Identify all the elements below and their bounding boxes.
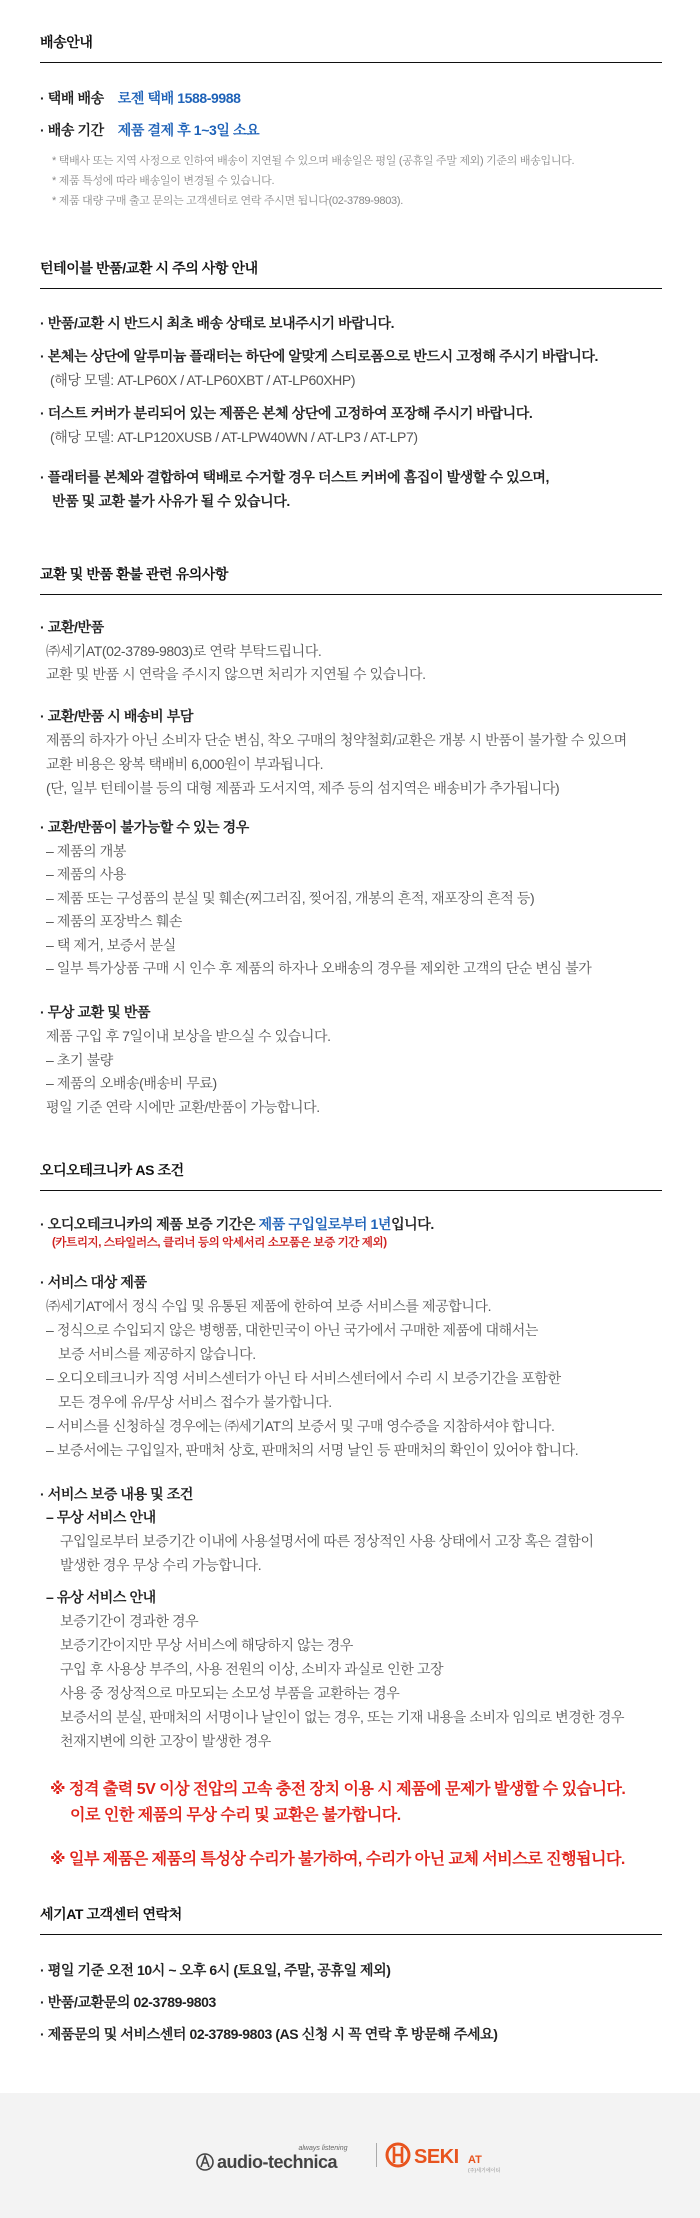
as-line: 사용 중 정상적으로 마모되는 소모성 부품을 교환하는 경우 <box>60 1685 400 1701</box>
seki-sub: (주)세기에이티 <box>468 2168 501 2174</box>
refund-line: – 제품 또는 구성품의 분실 및 훼손(찌그러짐, 찢어짐, 개봉의 흔적, 재포장의 흔적 등) <box>46 890 535 906</box>
at-tagline: always listening <box>298 2145 348 2152</box>
as-line: 구입 후 사용상 부주의, 사용 전원의 이상, 소비자 과실로 인한 고장 <box>60 1661 444 1677</box>
divider <box>40 1934 662 1935</box>
as-line: 구입일로부터 보증기간 이내에 사용설명서에 따른 정상적인 사용 상태에서 고장 혹은 결함이 <box>60 1533 594 1549</box>
refund-line: – 제품의 오배송(배송비 무료) <box>46 1075 217 1091</box>
as-title: 오디오테크니카 AS 조건 <box>40 1162 184 1178</box>
refund-line: ㈜세기AT(02-3789-9803)로 연락 부탁드립니다. <box>46 643 322 659</box>
refund-line: – 제품의 포장박스 훼손 <box>46 913 182 929</box>
turntable-section <box>40 258 662 518</box>
refund-subhead: · 교환/반품 시 배송비 부담 <box>40 708 193 724</box>
turntable-item: · 본체는 상단에 알루미늄 플래터는 하단에 알맞게 스티로폼으로 반드시 고정해 주시기 바랍니다. <box>40 348 598 364</box>
as-line: – 오디오테크니카 직영 서비스센터가 아닌 타 서비스센터에서 수리 시 보증기간을 포함한 <box>46 1370 561 1386</box>
courier-label: · 택배 배송 <box>40 90 104 106</box>
as-subhead: · 서비스 대상 제품 <box>40 1274 147 1290</box>
turntable-title: 턴테이블 반품/교환 시 주의 사항 안내 <box>40 260 258 276</box>
period-row <box>40 120 259 140</box>
shipping-note: * 제품 대량 구매 출고 문의는 고객센터로 연락 주시면 됩니다(02-3789-9803). <box>52 195 403 207</box>
courier-value: 로젠 택배 1588-9988 <box>117 90 241 106</box>
as-subhead: – 유상 서비스 안내 <box>46 1589 156 1605</box>
shipping-note: * 제품 특성에 따라 배송일이 변경될 수 있습니다. <box>52 175 275 187</box>
warning-text: 이로 인한 제품의 무상 수리 및 교환은 불가합니다. <box>70 1807 401 1824</box>
refund-line: 제품 구입 후 7일이내 보상을 받으실 수 있습니다. <box>46 1028 331 1044</box>
warranty-row <box>40 1214 434 1234</box>
footer <box>0 2093 700 2218</box>
turntable-model: (해당 모델: AT-LP120XUSB / AT-LPW40WN / AT-LP3 / AT-LP7) <box>50 429 418 445</box>
refund-line: 교환 및 반품 시 연락을 주시지 않으면 처리가 지연될 수 있습니다. <box>46 666 426 682</box>
warning-text: ※ 정격 출력 5V 이상 전압의 고속 충전 장치 이용 시 제품에 문제가 발생할 수 있습니다. <box>50 1781 626 1798</box>
shipping-title: 배송안내 <box>40 34 93 50</box>
courier-row <box>40 88 241 108</box>
divider <box>40 594 662 595</box>
refund-line: – 초기 불량 <box>46 1052 113 1068</box>
period-value: 제품 결제 후 1~3일 소요 <box>117 122 260 138</box>
contact-title: 세기AT 고객센터 연락처 <box>40 1906 182 1922</box>
as-line: – 정식으로 수입되지 않은 병행품, 대한민국이 아닌 국가에서 구매한 제품에 대해서는 <box>46 1322 538 1338</box>
warranty-note: (카트리지, 스타일러스, 클리너 등의 악세서리 소모품은 보증 기간 제외) <box>52 1237 387 1249</box>
refund-title: 교환 및 반품 환불 관련 유의사항 <box>40 566 229 582</box>
audio-technica-logo <box>195 2138 370 2178</box>
contact-item: · 평일 기준 오전 10시 ~ 오후 6시 (토요일, 주말, 공휴일 제외) <box>40 1962 391 1978</box>
as-line: 보증서의 분실, 판매처의 서명이나 날인이 없는 경우, 또는 기재 내용을 소비자 임의로 변경한 경우 <box>60 1709 625 1725</box>
shipping-section <box>40 32 662 212</box>
contact-section <box>40 1904 662 2064</box>
refund-section <box>40 564 662 1124</box>
as-line: 모든 경우에 유/무상 서비스 접수가 불가합니다. <box>58 1394 332 1410</box>
refund-line: 교환 비용은 왕복 택배비 6,000원이 부과됩니다. <box>46 756 324 772</box>
refund-line: – 일부 특가상품 구매 시 인수 후 제품의 하자나 오배송의 경우를 제외한 고객의 단순 변심 불가 <box>46 960 592 976</box>
as-section <box>40 1160 662 1868</box>
seki-name: SEKI <box>414 2146 459 2168</box>
as-line: ㈜세기AT에서 정식 수입 및 유통된 제품에 한하여 보증 서비스를 제공합니다. <box>46 1298 492 1314</box>
refund-subhead: · 교환/반품 <box>40 619 104 635</box>
warranty-post: 입니다. <box>391 1216 434 1232</box>
warranty-pre: · 오디오테크니카의 제품 보증 기간은 <box>40 1216 259 1232</box>
turntable-item: 반품 및 교환 불가 사유가 될 수 있습니다. <box>52 493 290 509</box>
as-subhead: · 서비스 보증 내용 및 조건 <box>40 1486 193 1502</box>
contact-item: · 제품문의 및 서비스센터 02-3789-9803 (AS 신청 시 꼭 연락 후 방문해 주세요) <box>40 2026 498 2042</box>
as-line: 발생한 경우 무상 수리 가능합니다. <box>60 1557 262 1573</box>
divider <box>40 288 662 289</box>
seki-at-logo <box>384 2133 504 2177</box>
turntable-item: · 반품/교환 시 반드시 최초 배송 상태로 보내주시기 바랍니다. <box>40 315 395 331</box>
shipping-note: * 택배사 또는 지역 사정으로 인하여 배송이 지연될 수 있으며 배송일은 평일 (공휴일 주말 제외) 기준의 배송입니다. <box>52 155 575 167</box>
as-line: 천재지변에 의한 고장이 발생한 경우 <box>60 1733 271 1749</box>
as-line: 보증 서비스를 제공하지 않습니다. <box>58 1346 256 1362</box>
refund-subhead: · 교환/반품이 불가능할 수 있는 경우 <box>40 819 249 835</box>
contact-item: · 반품/교환문의 02-3789-9803 <box>40 1994 216 2010</box>
as-line: – 서비스를 신청하실 경우에는 ㈜세기AT의 보증서 및 구매 영수증을 지참하셔야 합니다. <box>46 1418 555 1434</box>
refund-line: – 제품의 개봉 <box>46 843 126 859</box>
divider <box>40 1190 662 1191</box>
as-subhead: – 무상 서비스 안내 <box>46 1509 156 1525</box>
turntable-item: · 플래터를 본체와 결합하여 택배로 수거할 경우 더스트 커버에 흠집이 발생할 수 있으며, <box>40 469 549 485</box>
refund-subhead: · 무상 교환 및 반품 <box>40 1004 151 1020</box>
warning-text: ※ 일부 제품은 제품의 특성상 수리가 불가하여, 수리가 아닌 교체 서비스로 진행됩니다. <box>50 1851 625 1868</box>
turntable-item: · 더스트 커버가 분리되어 있는 제품은 본체 상단에 고정하여 포장해 주시기 바랍니다. <box>40 405 533 421</box>
divider <box>40 62 662 63</box>
logo-divider <box>376 2143 377 2167</box>
refund-line: – 제품의 사용 <box>46 866 126 882</box>
at-name: audio-technica <box>217 2152 338 2172</box>
refund-line: 평일 기준 연락 시에만 교환/반품이 가능합니다. <box>46 1099 320 1115</box>
period-label: · 배송 기간 <box>40 122 104 138</box>
as-line: 보증기간이지만 무상 서비스에 해당하지 않는 경우 <box>60 1637 354 1653</box>
seki-suffix: AT <box>468 2154 482 2166</box>
warranty-highlight: 제품 구입일로부터 1년 <box>258 1216 392 1232</box>
turntable-model: (해당 모델: AT-LP60X / AT-LP60XBT / AT-LP60XHP) <box>50 372 356 388</box>
refund-line: 제품의 하자가 아닌 소비자 단순 변심, 착오 구매의 청약철회/교환은 개봉 시 반품이 불가할 수 있으며 <box>46 732 627 748</box>
refund-line: (단, 일부 턴테이블 등의 대형 제품과 도서지역, 제주 등의 섬지역은 배송비가 추가됩니다) <box>46 780 560 796</box>
as-line: – 보증서에는 구입일자, 판매처 상호, 판매처의 서명 날인 등 판매처의 확인이 있어야 합니다. <box>46 1442 579 1458</box>
refund-line: – 택 제거, 보증서 분실 <box>46 937 176 953</box>
as-line: 보증기간이 경과한 경우 <box>60 1613 199 1629</box>
